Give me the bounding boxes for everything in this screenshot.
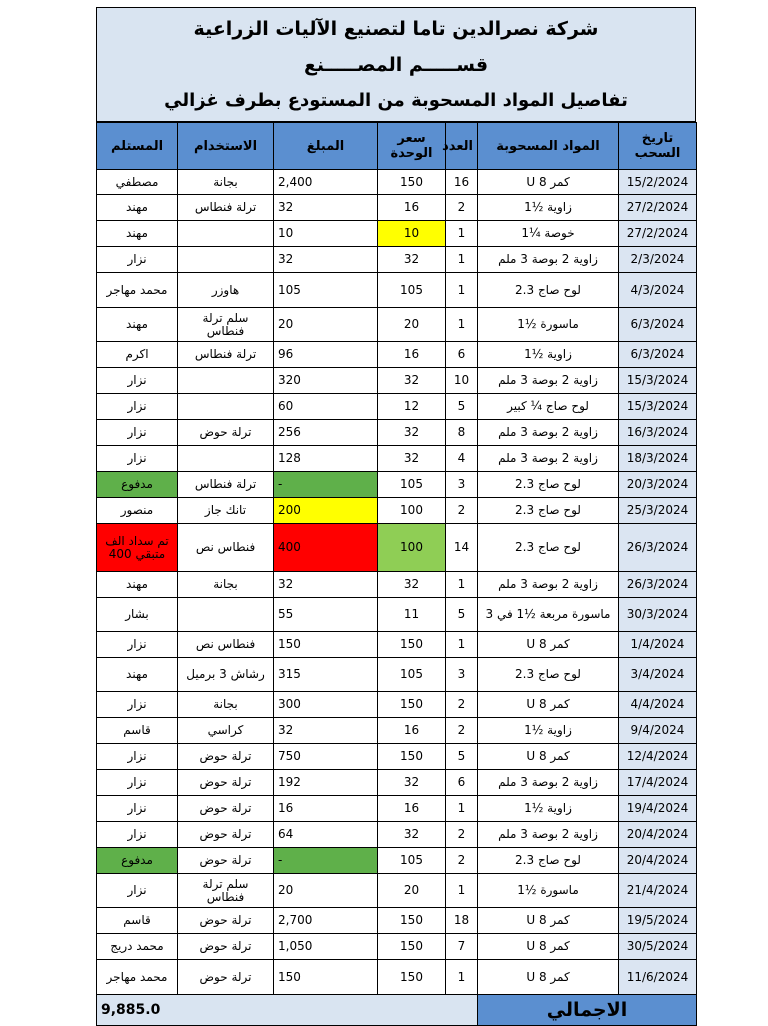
- cell-amount[interactable]: 150: [274, 960, 378, 995]
- cell-unit-price[interactable]: 150: [378, 632, 446, 658]
- cell-date[interactable]: 20/4/2024: [619, 848, 697, 874]
- cell-unit-price[interactable]: 10: [378, 221, 446, 247]
- cell-qty[interactable]: 5: [446, 394, 478, 420]
- cell-usage[interactable]: تانك جاز: [178, 498, 274, 524]
- cell-unit-price[interactable]: 16: [378, 718, 446, 744]
- cell-amount[interactable]: 32: [274, 247, 378, 273]
- cell-amount[interactable]: 192: [274, 770, 378, 796]
- cell-usage[interactable]: [178, 247, 274, 273]
- cell-amount[interactable]: 2,400: [274, 170, 378, 195]
- cell-unit-price[interactable]: 105: [378, 273, 446, 308]
- cell-item[interactable]: زاوية 2 بوصة 3 ملم: [478, 770, 619, 796]
- table-row: [97, 632, 697, 658]
- cell-date[interactable]: 12/4/2024: [619, 744, 697, 770]
- cell-date[interactable]: 4/4/2024: [619, 692, 697, 718]
- cell-usage[interactable]: [178, 368, 274, 394]
- col-header-item[interactable]: المواد المسحوبة: [478, 123, 619, 170]
- cell-usage[interactable]: فنطاس نص: [178, 524, 274, 572]
- cell-receiver[interactable]: مهند: [97, 221, 178, 247]
- table-row: [97, 273, 697, 308]
- cell-qty[interactable]: 16: [446, 170, 478, 195]
- cell-qty[interactable]: 14: [446, 524, 478, 572]
- cell-item[interactable]: ماسورة ½1: [478, 308, 619, 342]
- cell-item[interactable]: زاوية ½1: [478, 195, 619, 221]
- cell-item[interactable]: زاوية 2 بوصة 3 ملم: [478, 420, 619, 446]
- table-row: [97, 221, 697, 247]
- cell-date[interactable]: 26/3/2024: [619, 572, 697, 598]
- cell-receiver[interactable]: مدفوع: [97, 848, 178, 874]
- cell-amount[interactable]: 16: [274, 796, 378, 822]
- cell-item[interactable]: زاوية 2 بوصة 3 ملم: [478, 822, 619, 848]
- cell-unit-price[interactable]: 32: [378, 446, 446, 472]
- cell-unit-price[interactable]: 100: [378, 524, 446, 572]
- cell-receiver[interactable]: قاسم: [97, 718, 178, 744]
- cell-receiver[interactable]: بشار: [97, 598, 178, 632]
- cell-amount[interactable]: -: [274, 848, 378, 874]
- cell-receiver[interactable]: نزار: [97, 822, 178, 848]
- spreadsheet: [96, 7, 696, 1026]
- cell-qty[interactable]: 1: [446, 796, 478, 822]
- cell-item[interactable]: خوصة ¼1: [478, 221, 619, 247]
- cell-date[interactable]: 30/5/2024: [619, 934, 697, 960]
- cell-usage[interactable]: [178, 221, 274, 247]
- cell-usage[interactable]: ترلة حوض: [178, 744, 274, 770]
- cell-receiver[interactable]: نزار: [97, 692, 178, 718]
- cell-unit-price[interactable]: 150: [378, 170, 446, 195]
- cell-qty[interactable]: 7: [446, 934, 478, 960]
- cell-qty[interactable]: 1: [446, 221, 478, 247]
- cell-item[interactable]: كمر 8 U: [478, 960, 619, 995]
- col-header-unit-price[interactable]: سعر الوحدة: [378, 123, 446, 170]
- table-row: [97, 394, 697, 420]
- cell-qty[interactable]: 1: [446, 247, 478, 273]
- cell-qty[interactable]: 1: [446, 632, 478, 658]
- cell-receiver[interactable]: قاسم: [97, 908, 178, 934]
- cell-qty[interactable]: 2: [446, 195, 478, 221]
- cell-date[interactable]: 9/4/2024: [619, 718, 697, 744]
- cell-receiver[interactable]: نزار: [97, 796, 178, 822]
- cell-qty[interactable]: 1: [446, 572, 478, 598]
- cell-item[interactable]: زاوية 2 بوصة 3 ملم: [478, 572, 619, 598]
- cell-receiver[interactable]: مصطفي: [97, 170, 178, 195]
- cell-qty[interactable]: 2: [446, 822, 478, 848]
- cell-amount[interactable]: 150: [274, 632, 378, 658]
- table-row: [97, 908, 697, 934]
- cell-usage[interactable]: ترلة حوض: [178, 960, 274, 995]
- cell-date[interactable]: 18/3/2024: [619, 446, 697, 472]
- cell-unit-price[interactable]: 100: [378, 498, 446, 524]
- cell-usage[interactable]: ترلة فنطاس: [178, 342, 274, 368]
- table-row: [97, 342, 697, 368]
- table-row: [97, 446, 697, 472]
- cell-usage[interactable]: ترلة فنطاس: [178, 472, 274, 498]
- cell-date[interactable]: 3/4/2024: [619, 658, 697, 692]
- table-row: [97, 796, 697, 822]
- cell-item[interactable]: زاوية ½1: [478, 796, 619, 822]
- cell-unit-price[interactable]: 150: [378, 692, 446, 718]
- table-row: [97, 308, 697, 342]
- cell-unit-price[interactable]: 32: [378, 420, 446, 446]
- cell-item[interactable]: كمر 8 U: [478, 908, 619, 934]
- cell-amount[interactable]: 32: [274, 572, 378, 598]
- cell-date[interactable]: 4/3/2024: [619, 273, 697, 308]
- cell-date[interactable]: 21/4/2024: [619, 874, 697, 908]
- cell-qty[interactable]: 1: [446, 273, 478, 308]
- cell-unit-price[interactable]: 150: [378, 744, 446, 770]
- cell-unit-price[interactable]: 105: [378, 658, 446, 692]
- cell-usage[interactable]: ترلة فنطاس: [178, 195, 274, 221]
- cell-usage[interactable]: ترلة حوض: [178, 770, 274, 796]
- cell-qty[interactable]: 18: [446, 908, 478, 934]
- cell-item[interactable]: زاوية 2 بوصة 3 ملم: [478, 247, 619, 273]
- cell-usage[interactable]: بجانة: [178, 692, 274, 718]
- company-title: شركة نصرالدين تاما لتصنيع الآليات الزراعية: [193, 18, 599, 40]
- cell-amount[interactable]: 400: [274, 524, 378, 572]
- cell-amount[interactable]: 750: [274, 744, 378, 770]
- cell-usage[interactable]: سلم ترلة فنطاس: [178, 308, 274, 342]
- cell-qty[interactable]: 8: [446, 420, 478, 446]
- cell-receiver[interactable]: مهند: [97, 308, 178, 342]
- cell-item[interactable]: كمر 8 U: [478, 744, 619, 770]
- cell-usage[interactable]: كراسي: [178, 718, 274, 744]
- cell-usage[interactable]: بجانة: [178, 572, 274, 598]
- cell-date[interactable]: 6/3/2024: [619, 342, 697, 368]
- cell-usage[interactable]: ترلة حوض: [178, 822, 274, 848]
- cell-qty[interactable]: 1: [446, 308, 478, 342]
- table-row: [97, 744, 697, 770]
- cell-qty[interactable]: 1: [446, 960, 478, 995]
- cell-item[interactable]: كمر 8 U: [478, 692, 619, 718]
- cell-date[interactable]: 16/3/2024: [619, 420, 697, 446]
- cell-usage[interactable]: ترلة حوض: [178, 796, 274, 822]
- cell-amount[interactable]: 1,050: [274, 934, 378, 960]
- table-row: [97, 934, 697, 960]
- cell-amount[interactable]: 32: [274, 718, 378, 744]
- cell-amount[interactable]: 128: [274, 446, 378, 472]
- cell-date[interactable]: 15/3/2024: [619, 394, 697, 420]
- cell-amount[interactable]: -: [274, 472, 378, 498]
- table-row: [97, 524, 697, 572]
- cell-unit-price[interactable]: 105: [378, 848, 446, 874]
- cell-qty[interactable]: 2: [446, 692, 478, 718]
- cell-item[interactable]: زاوية 2 بوصة 3 ملم: [478, 368, 619, 394]
- cell-qty[interactable]: 6: [446, 342, 478, 368]
- table-row: [97, 572, 697, 598]
- cell-amount[interactable]: 10: [274, 221, 378, 247]
- col-header-date[interactable]: تاريخ السحب: [619, 123, 697, 170]
- col-header-amount[interactable]: المبلغ: [274, 123, 378, 170]
- cell-receiver[interactable]: مهند: [97, 658, 178, 692]
- cell-unit-price[interactable]: 32: [378, 572, 446, 598]
- cell-item[interactable]: زاوية ½1: [478, 718, 619, 744]
- cell-unit-price[interactable]: 150: [378, 960, 446, 995]
- cell-item[interactable]: لوح صاج 2.3: [478, 848, 619, 874]
- cell-date[interactable]: 30/3/2024: [619, 598, 697, 632]
- cell-qty[interactable]: 3: [446, 658, 478, 692]
- table-row: [97, 960, 697, 995]
- cell-qty[interactable]: 4: [446, 446, 478, 472]
- cell-unit-price[interactable]: 150: [378, 908, 446, 934]
- cell-amount[interactable]: 200: [274, 498, 378, 524]
- cell-unit-price[interactable]: 20: [378, 874, 446, 908]
- table-row: [97, 498, 697, 524]
- cell-receiver[interactable]: مهند: [97, 195, 178, 221]
- table-row: [97, 247, 697, 273]
- cell-amount[interactable]: 105: [274, 273, 378, 308]
- sheet-header: [96, 7, 696, 122]
- cell-receiver[interactable]: تم سداد الف متبقي 400: [97, 524, 178, 572]
- report-subtitle: تفاصيل المواد المسحوبة من المستودع بطرف غزالي: [164, 90, 628, 111]
- cell-amount[interactable]: 55: [274, 598, 378, 632]
- withdrawals-table: [96, 122, 697, 1026]
- cell-date[interactable]: 1/4/2024: [619, 632, 697, 658]
- cell-date[interactable]: 25/3/2024: [619, 498, 697, 524]
- table-row: [97, 718, 697, 744]
- cell-usage[interactable]: ترلة حوض: [178, 934, 274, 960]
- cell-receiver[interactable]: نزار: [97, 368, 178, 394]
- cell-qty[interactable]: 10: [446, 368, 478, 394]
- cell-item[interactable]: زاوية ½1: [478, 342, 619, 368]
- cell-date[interactable]: 19/4/2024: [619, 796, 697, 822]
- cell-usage[interactable]: بجانة: [178, 170, 274, 195]
- col-header-usage[interactable]: الاستخدام: [178, 123, 274, 170]
- cell-unit-price[interactable]: 12: [378, 394, 446, 420]
- cell-unit-price[interactable]: 105: [378, 472, 446, 498]
- cell-date[interactable]: 26/3/2024: [619, 524, 697, 572]
- cell-qty[interactable]: 2: [446, 848, 478, 874]
- cell-item[interactable]: ماسورة ½1: [478, 874, 619, 908]
- cell-amount[interactable]: 20: [274, 874, 378, 908]
- cell-item[interactable]: ماسورة مربعة ½1 في 3: [478, 598, 619, 632]
- cell-date[interactable]: 20/3/2024: [619, 472, 697, 498]
- cell-usage[interactable]: سلم ترلة فنطاس: [178, 874, 274, 908]
- cell-qty[interactable]: 2: [446, 498, 478, 524]
- cell-date[interactable]: 17/4/2024: [619, 770, 697, 796]
- table-row: [97, 848, 697, 874]
- cell-receiver[interactable]: محمد دريج: [97, 934, 178, 960]
- cell-date[interactable]: 27/2/2024: [619, 221, 697, 247]
- cell-qty[interactable]: 1: [446, 874, 478, 908]
- table-row: [97, 874, 697, 908]
- cell-unit-price[interactable]: 16: [378, 195, 446, 221]
- cell-usage[interactable]: هاوزر: [178, 273, 274, 308]
- cell-amount[interactable]: 32: [274, 195, 378, 221]
- cell-qty[interactable]: 6: [446, 770, 478, 796]
- table-row: [97, 368, 697, 394]
- col-header-qty[interactable]: العدد: [446, 123, 478, 170]
- cell-receiver[interactable]: نزار: [97, 770, 178, 796]
- cell-receiver[interactable]: نزار: [97, 394, 178, 420]
- cell-amount[interactable]: 256: [274, 420, 378, 446]
- table-row: [97, 472, 697, 498]
- table-row: [97, 692, 697, 718]
- cell-unit-price[interactable]: 32: [378, 770, 446, 796]
- col-header-receiver[interactable]: المستلم: [97, 123, 178, 170]
- cell-unit-price[interactable]: 32: [378, 247, 446, 273]
- header-row: [97, 123, 697, 170]
- cell-receiver[interactable]: نزار: [97, 874, 178, 908]
- cell-receiver[interactable]: مهند: [97, 572, 178, 598]
- cell-usage[interactable]: رشاش 3 برميل: [178, 658, 274, 692]
- cell-receiver[interactable]: مدفوع: [97, 472, 178, 498]
- cell-amount[interactable]: 2,700: [274, 908, 378, 934]
- table-row: [97, 658, 697, 692]
- cell-date[interactable]: 19/5/2024: [619, 908, 697, 934]
- cell-receiver[interactable]: منصور: [97, 498, 178, 524]
- total-label[interactable]: الاجمالي: [478, 995, 697, 1026]
- table-row: [97, 420, 697, 446]
- cell-receiver[interactable]: نزار: [97, 247, 178, 273]
- cell-date[interactable]: 6/3/2024: [619, 308, 697, 342]
- cell-item[interactable]: لوح صاج 2.3: [478, 498, 619, 524]
- cell-item[interactable]: لوح صاج 2.3: [478, 524, 619, 572]
- cell-qty[interactable]: 5: [446, 744, 478, 770]
- cell-amount[interactable]: 315: [274, 658, 378, 692]
- cell-qty[interactable]: 5: [446, 598, 478, 632]
- table-row: [97, 770, 697, 796]
- cell-usage[interactable]: [178, 598, 274, 632]
- cell-usage[interactable]: [178, 394, 274, 420]
- department-title: قســـــم المصـــــنع: [303, 54, 489, 76]
- cell-date[interactable]: 15/3/2024: [619, 368, 697, 394]
- table-row: [97, 822, 697, 848]
- table-row: [97, 170, 697, 195]
- cell-item[interactable]: لوح صاج 2.3: [478, 472, 619, 498]
- cell-receiver[interactable]: نزار: [97, 744, 178, 770]
- cell-unit-price[interactable]: 32: [378, 822, 446, 848]
- table-row: [97, 598, 697, 632]
- cell-qty[interactable]: 3: [446, 472, 478, 498]
- total-row: [97, 995, 697, 1026]
- cell-unit-price[interactable]: 20: [378, 308, 446, 342]
- total-value[interactable]: 9,885.0: [97, 995, 478, 1026]
- cell-unit-price[interactable]: 11: [378, 598, 446, 632]
- cell-usage[interactable]: ترلة حوض: [178, 908, 274, 934]
- cell-amount[interactable]: 300: [274, 692, 378, 718]
- cell-receiver[interactable]: محمد مهاجر: [97, 273, 178, 308]
- cell-amount[interactable]: 64: [274, 822, 378, 848]
- cell-date[interactable]: 11/6/2024: [619, 960, 697, 995]
- cell-receiver[interactable]: نزار: [97, 420, 178, 446]
- cell-item[interactable]: كمر 8 U: [478, 934, 619, 960]
- cell-item[interactable]: كمر 8 U: [478, 632, 619, 658]
- cell-item[interactable]: زاوية 2 بوصة 3 ملم: [478, 446, 619, 472]
- cell-item[interactable]: لوح صاج 2.3: [478, 658, 619, 692]
- cell-amount[interactable]: 320: [274, 368, 378, 394]
- table-row: [97, 195, 697, 221]
- cell-receiver[interactable]: محمد مهاجر: [97, 960, 178, 995]
- cell-item[interactable]: لوح صاج ¼ كبير: [478, 394, 619, 420]
- cell-usage[interactable]: [178, 446, 274, 472]
- cell-date[interactable]: 2/3/2024: [619, 247, 697, 273]
- cell-date[interactable]: 27/2/2024: [619, 195, 697, 221]
- cell-usage[interactable]: ترلة حوض: [178, 420, 274, 446]
- cell-qty[interactable]: 2: [446, 718, 478, 744]
- cell-date[interactable]: 20/4/2024: [619, 822, 697, 848]
- cell-amount[interactable]: 20: [274, 308, 378, 342]
- cell-date[interactable]: 15/2/2024: [619, 170, 697, 195]
- cell-unit-price[interactable]: 32: [378, 368, 446, 394]
- cell-receiver[interactable]: نزار: [97, 632, 178, 658]
- cell-amount[interactable]: 96: [274, 342, 378, 368]
- cell-usage[interactable]: ترلة حوض: [178, 848, 274, 874]
- cell-unit-price[interactable]: 150: [378, 934, 446, 960]
- cell-receiver[interactable]: نزار: [97, 446, 178, 472]
- cell-amount[interactable]: 60: [274, 394, 378, 420]
- cell-item[interactable]: لوح صاج 2.3: [478, 273, 619, 308]
- cell-unit-price[interactable]: 16: [378, 796, 446, 822]
- cell-receiver[interactable]: اكرم: [97, 342, 178, 368]
- cell-unit-price[interactable]: 16: [378, 342, 446, 368]
- cell-usage[interactable]: فنطاس نص: [178, 632, 274, 658]
- cell-item[interactable]: كمر 8 U: [478, 170, 619, 195]
